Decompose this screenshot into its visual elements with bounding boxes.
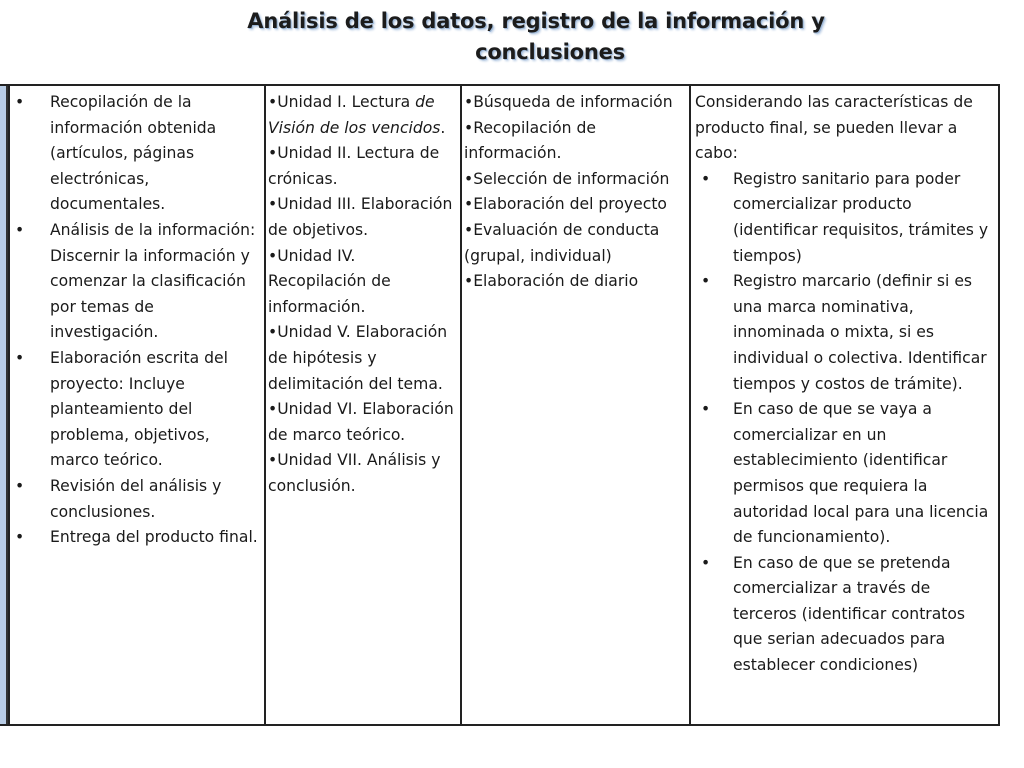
list-item: •Elaboración de diario xyxy=(464,272,639,291)
bullet-icon: • xyxy=(701,272,711,291)
list-item: •Unidad VI. Elaboración de marco teórico. xyxy=(268,400,454,444)
bullet-icon: • xyxy=(15,476,25,495)
list-item: • En caso de que se vaya a comercializar en un establecimiento (identificar permisos que requiera la autoridad local para una licencia de funcionamiento). xyxy=(695,397,996,551)
list-item: •Unidad IV. Recopilación de información. xyxy=(268,246,391,316)
evidence-list xyxy=(464,90,687,295)
list-item: •Recopilación de información. xyxy=(464,118,596,163)
bullet-icon: • xyxy=(701,169,711,188)
list-item: •Unidad VII. Análisis y conclusión. xyxy=(268,451,441,495)
list-item: •Unidad I. Lectura de Visión de los vencidos. xyxy=(268,93,446,137)
bullet-icon: • xyxy=(701,553,711,572)
units-list xyxy=(268,90,458,500)
list-item: •Unidad V. Elaboración de hipótesis y delimitación del tema. xyxy=(268,323,448,393)
list-item: • Recopilación de la información obtenida (artículos, páginas electrónicas, documentales. xyxy=(10,90,265,218)
list-item: • Análisis de la información: Discernir la información y comenzar la clasificación por temas de investigación. xyxy=(10,218,265,346)
list-item: •Evaluación de conducta (grupal, individual) xyxy=(464,220,660,265)
accent-strip xyxy=(0,86,8,724)
list-item: •Búsqueda de información xyxy=(464,93,673,111)
list-item: • Revisión del análisis y conclusiones. xyxy=(10,474,265,525)
column-evidence xyxy=(460,86,690,724)
bullet-icon: • xyxy=(15,93,25,111)
activities-list xyxy=(10,90,265,551)
list-item: • En caso de que se pretenda comercializar a través de terceros (identificar contratos que serian adecuados para establecer condiciones) xyxy=(695,551,996,679)
conclusions-intro: Considerando las características de producto final, se pueden llevar a cabo: xyxy=(695,93,973,163)
title-line-2: conclusiones xyxy=(475,40,625,64)
list-item: • Entrega del producto final. xyxy=(10,525,265,551)
list-item: • Registro marcario (definir si es una marca nominativa, innominada o mixta, si es individual o colectiva. Identificar tiempos y costos de trámite). xyxy=(695,269,996,397)
conclusions-list xyxy=(695,167,996,679)
list-item: •Elaboración del proyecto xyxy=(464,195,667,214)
column-activities xyxy=(8,86,265,724)
book-title: Visión de los vencidos xyxy=(268,118,441,137)
list-item: •Unidad III. Elaboración de objetivos. xyxy=(268,195,453,239)
page-title xyxy=(0,6,1024,68)
content-table xyxy=(0,84,1000,726)
column-units xyxy=(264,86,461,724)
list-item: •Selección de información xyxy=(464,169,670,188)
bullet-icon: • xyxy=(701,400,711,419)
list-item: • Elaboración escrita del proyecto: Incluye planteamiento del problema, objetivos, marco teórico. xyxy=(10,346,265,474)
bullet-icon: • xyxy=(15,528,25,547)
bullet-icon: • xyxy=(15,220,25,239)
bullet-icon: • xyxy=(15,348,25,367)
list-item: •Unidad II. Lectura de crónicas. xyxy=(268,144,440,188)
column-conclusions xyxy=(689,86,1000,724)
list-item: • Registro sanitario para poder comercializar producto (identificar requisitos, trámites y tiempos) xyxy=(695,167,996,269)
title-line-1: Análisis de los datos, registro de la información y xyxy=(247,9,825,33)
